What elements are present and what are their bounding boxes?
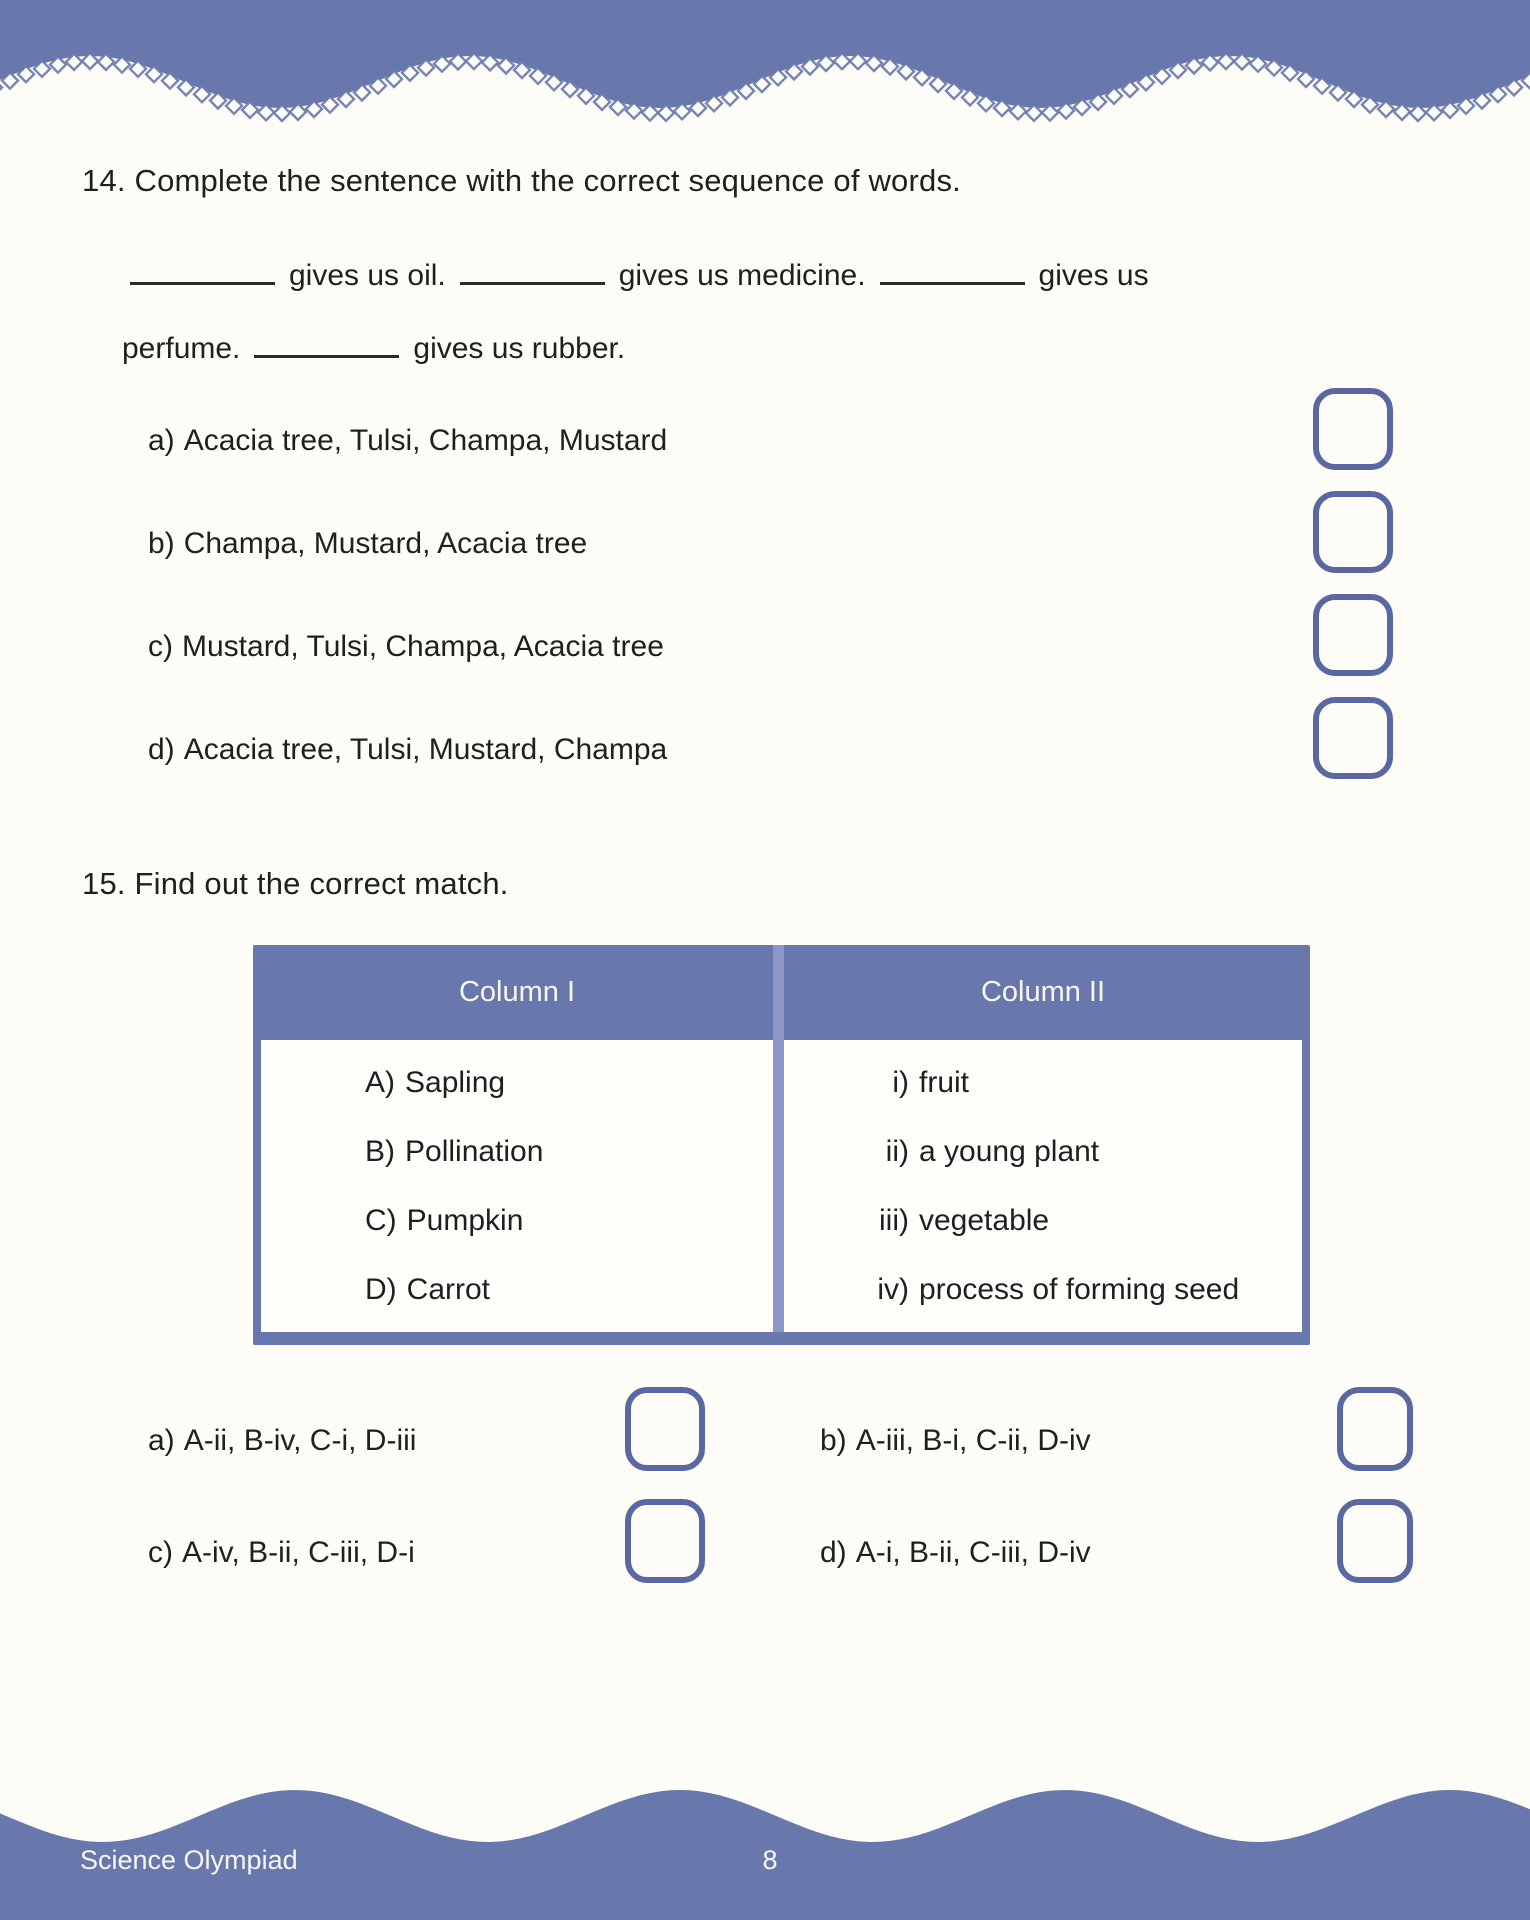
row-key: A) — [365, 1065, 395, 1099]
q15-option-c — [148, 1536, 415, 1570]
option-label: d) — [820, 1536, 847, 1569]
column-1-header: Column I — [458, 976, 576, 1008]
q14-option-a — [148, 424, 667, 458]
q14-option-d — [148, 733, 667, 767]
table-row — [824, 1135, 1302, 1169]
q14-checkbox-c[interactable] — [1313, 594, 1393, 676]
q15-option-d — [820, 1536, 1091, 1570]
q15-option-b — [820, 1424, 1091, 1458]
row-value: fruit — [919, 1065, 970, 1099]
option-text: Mustard, Tulsi, Champa, Acacia tree — [182, 630, 664, 663]
table-row — [824, 1273, 1302, 1307]
footer-page-number: 8 — [762, 1845, 778, 1875]
table-row — [824, 1204, 1302, 1238]
question-14-title: 14. Complete the sentence with the correct sequence of words. — [82, 163, 961, 198]
table-row — [365, 1204, 773, 1238]
footer-book-title: Science Olympiad — [80, 1845, 298, 1875]
option-text: A-i, B-ii, C-iii, D-iv — [855, 1536, 1091, 1569]
column-1 — [261, 1040, 773, 1332]
sentence-segment: gives us oil. — [289, 259, 446, 292]
q14-sentence-line-2 — [122, 325, 639, 366]
row-key: iii) — [879, 1203, 909, 1237]
table-row — [365, 1273, 773, 1307]
row-key: i) — [892, 1065, 909, 1099]
match-table — [253, 945, 1310, 1345]
table-row — [365, 1135, 773, 1169]
fill-blank-2 — [460, 252, 605, 285]
row-value: vegetable — [919, 1203, 1050, 1237]
option-text: A-iii, B-i, C-ii, D-iv — [855, 1424, 1091, 1457]
option-label: c) — [148, 630, 173, 663]
q14-checkbox-d[interactable] — [1313, 697, 1393, 779]
bottom-wave-decoration — [0, 1760, 1530, 1920]
option-label: d) — [148, 733, 175, 766]
sentence-segment: gives us medicine. — [618, 259, 866, 292]
row-value: Sapling — [405, 1065, 506, 1099]
column-2 — [784, 1040, 1302, 1332]
option-text: A-iv, B-ii, C-iii, D-i — [182, 1536, 415, 1569]
row-value: Pollination — [405, 1134, 544, 1168]
option-label: b) — [820, 1424, 847, 1457]
row-key: C) — [365, 1203, 397, 1237]
table-row — [824, 1066, 1302, 1100]
option-label: a) — [148, 424, 175, 457]
option-text: Champa, Mustard, Acacia tree — [183, 527, 588, 560]
table-divider — [773, 1040, 784, 1332]
q15-option-a — [148, 1424, 416, 1458]
match-table-header — [261, 945, 1302, 1040]
fill-blank-4 — [254, 325, 399, 358]
option-label: b) — [148, 527, 175, 560]
q14-option-c — [148, 630, 664, 664]
sentence-segment: perfume. — [122, 332, 241, 365]
row-value: process of forming seed — [919, 1272, 1240, 1306]
q14-checkbox-b[interactable] — [1313, 491, 1393, 573]
row-key: D) — [365, 1272, 397, 1306]
top-wave-decoration — [0, 0, 1530, 145]
sentence-segment: gives us rubber. — [413, 332, 626, 365]
table-row — [365, 1066, 773, 1100]
column-2-header: Column II — [980, 976, 1106, 1008]
option-text: A-ii, B-iv, C-i, D-iii — [183, 1424, 417, 1457]
q15-checkbox-c[interactable] — [625, 1499, 705, 1583]
q14-checkbox-a[interactable] — [1313, 388, 1393, 470]
q14-sentence-line-1 — [130, 252, 1163, 293]
q15-checkbox-a[interactable] — [625, 1387, 705, 1471]
fill-blank-1 — [130, 252, 275, 285]
q14-option-b — [148, 527, 587, 561]
match-table-body — [261, 1040, 1302, 1332]
option-label: a) — [148, 1424, 175, 1457]
row-value: Carrot — [406, 1272, 491, 1306]
sentence-segment: gives us — [1038, 259, 1149, 292]
row-value: a young plant — [919, 1134, 1100, 1168]
row-key: iv) — [877, 1272, 909, 1306]
q15-checkbox-d[interactable] — [1337, 1499, 1413, 1583]
row-key: ii) — [885, 1134, 909, 1168]
q15-checkbox-b[interactable] — [1337, 1387, 1413, 1471]
table-divider — [773, 945, 784, 1040]
option-text: Acacia tree, Tulsi, Mustard, Champa — [183, 733, 668, 766]
row-key: B) — [365, 1134, 395, 1168]
question-15-title: 15. Find out the correct match. — [82, 866, 509, 901]
fill-blank-3 — [880, 252, 1025, 285]
option-text: Acacia tree, Tulsi, Champa, Mustard — [183, 424, 668, 457]
option-label: c) — [148, 1536, 173, 1569]
row-value: Pumpkin — [406, 1203, 524, 1237]
